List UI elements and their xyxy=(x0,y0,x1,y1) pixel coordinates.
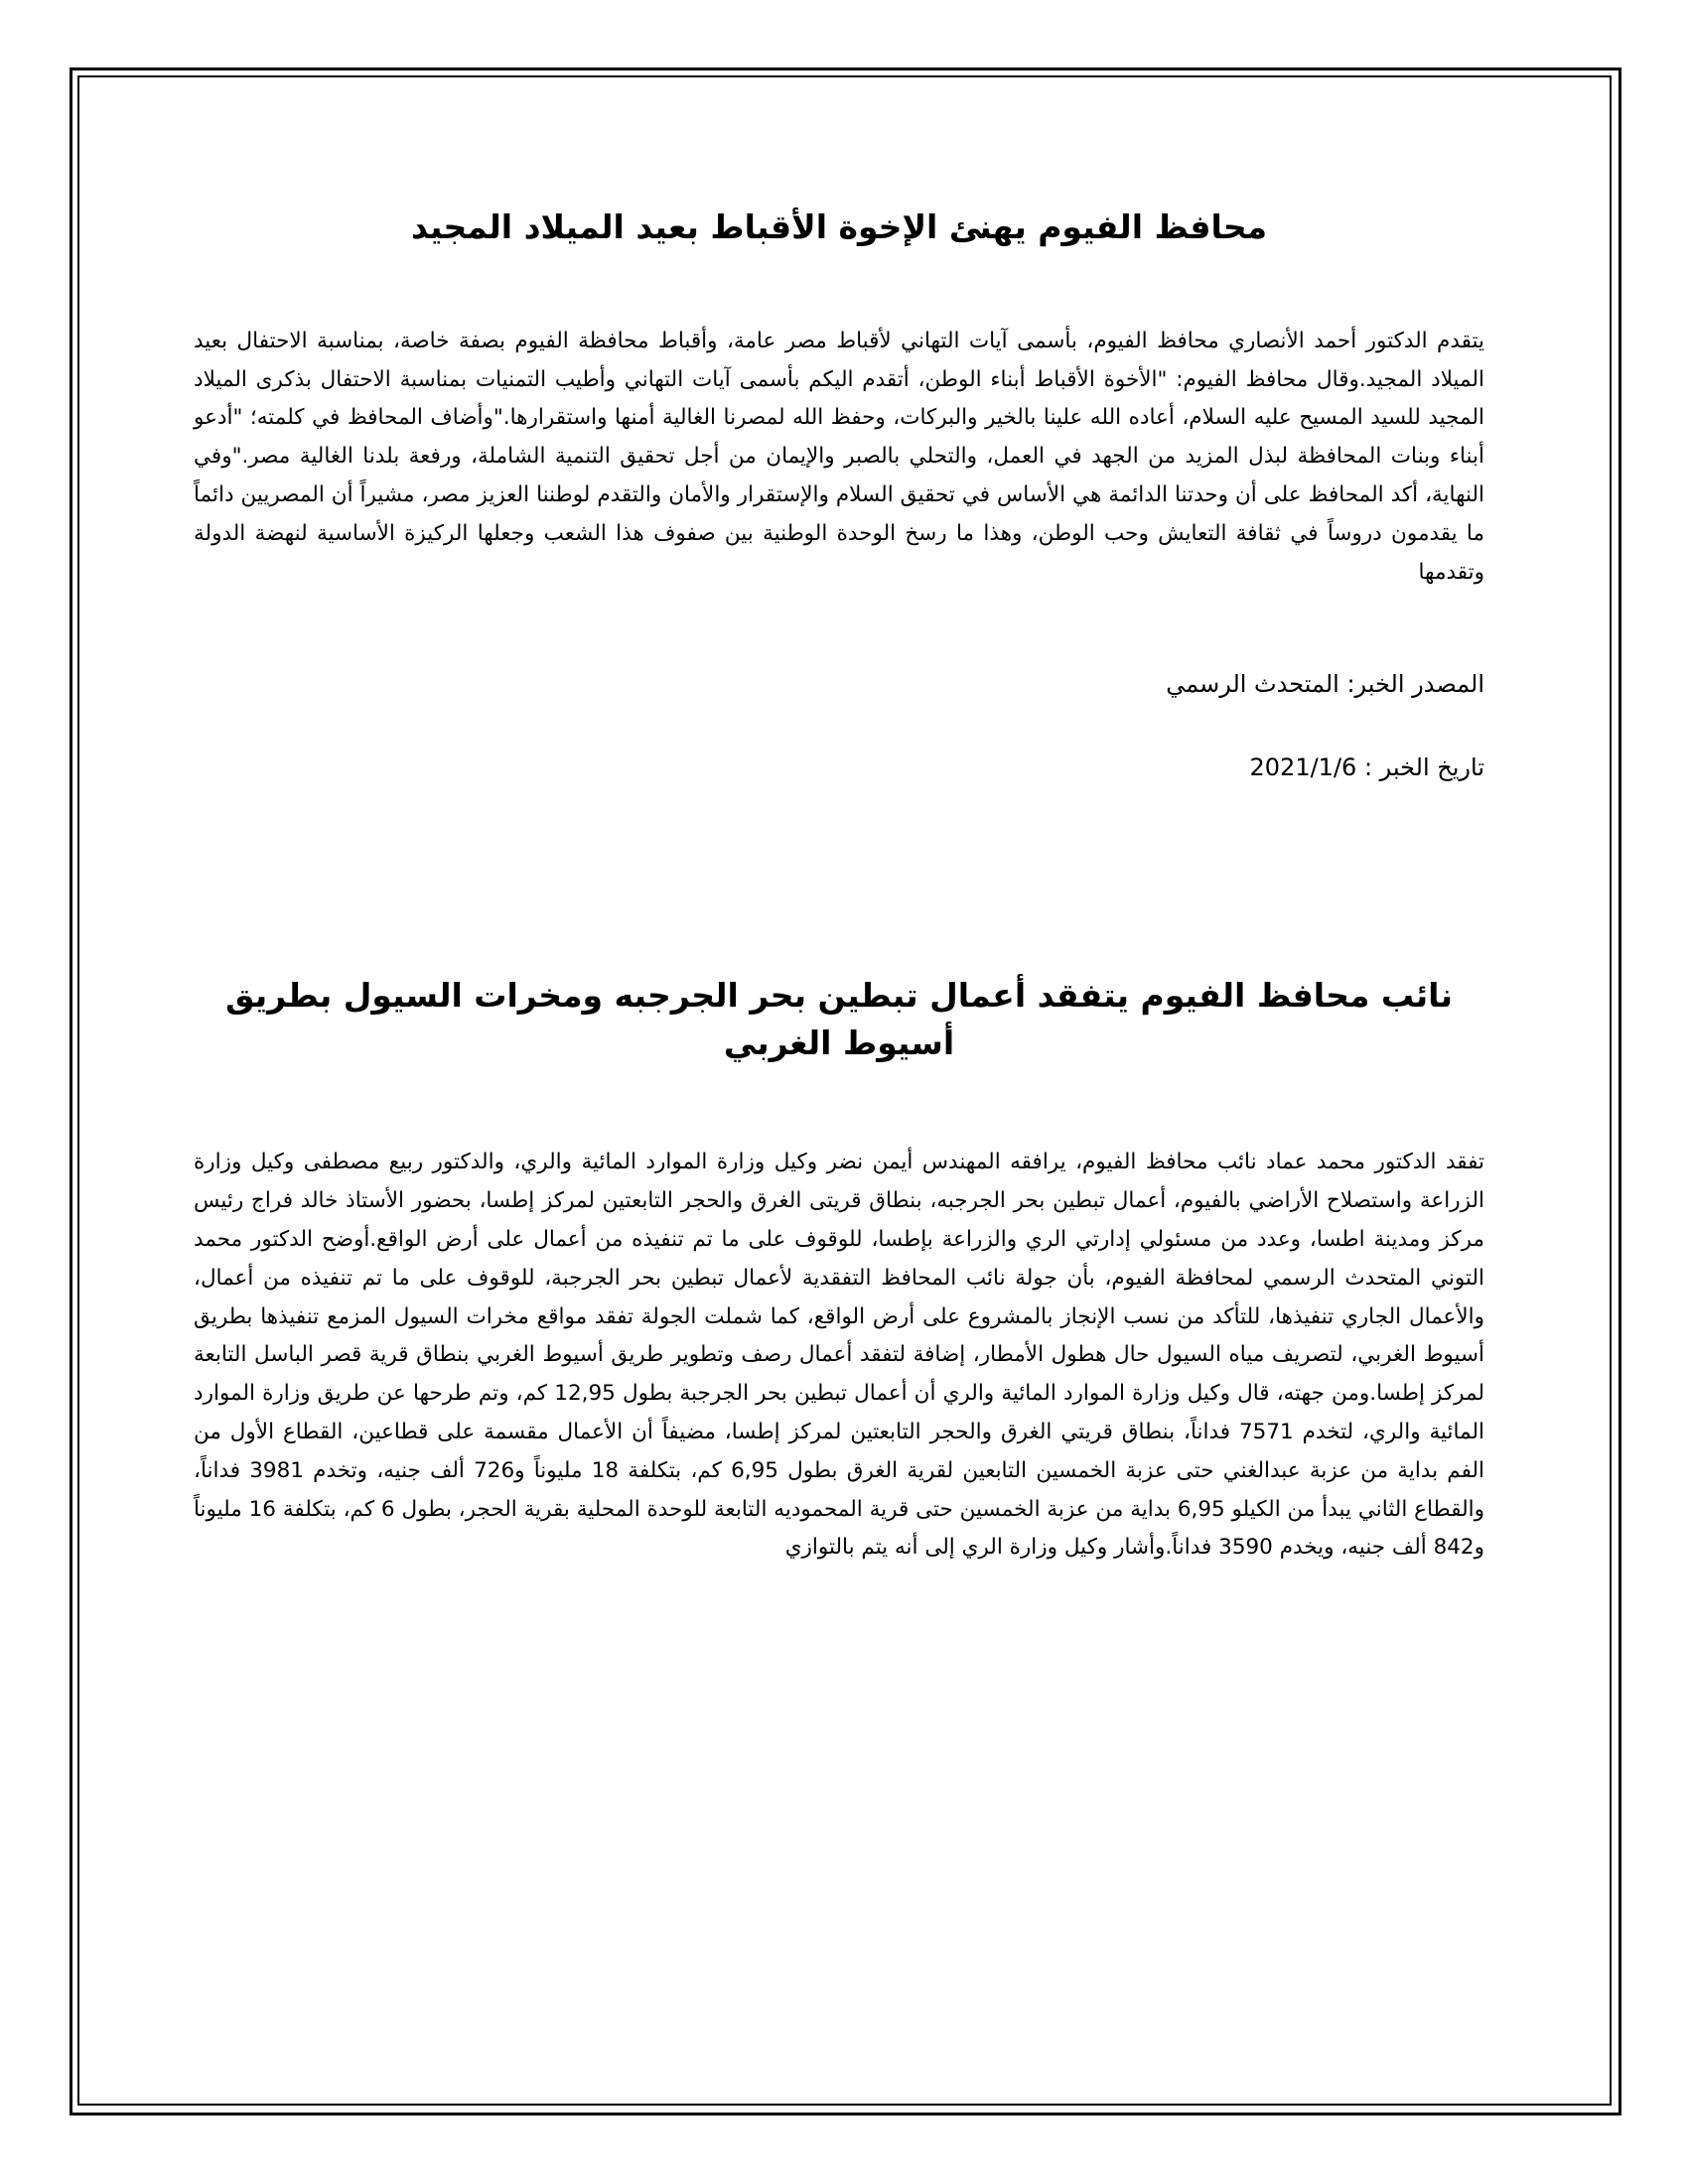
article1-body: يتقدم الدكتور أحمد الأنصاري محافظ الفيوم، بأسمى آيات التهاني لأقباط مصر عامة، وأقباط محافظة الفيوم بصفة خاصة، بمناسبة الاحتفال بعيد الميلاد المجيد.وقال محافظ الفيوم: "الأخوة الأقباط أبناء الوطن، أتقدم اليكم بأسمى آيات التهاني وأطيب التمنيات بمناسبة الاحتفال بذكرى الميلاد المجيد للسيد المسيح عليه السلام، أعاده الله علينا بالخير والبركات، وحفظ الله لمصرنا الغالية أمنها واستقرارها."وأضاف المحافظ في كلمته؛ "أدعو أبناء وبنات المحافظة لبذل المزيد من الجهد في العمل، والتحلي بالصبر والإيمان من أجل تحقيق التنمية الشاملة، ورفعة بلدنا الغالية مصر."وفي النهاية، أكد المحافظ على أن وحدتنا الدائمة هي الأساس في تحقيق السلام والإستقرار والأمان والتقدم لوطننا العزيز مصر، مشيراً أن المصريين دائماً ما يقدمون دروساً في ثقافة التعايش وحب الوطن، وهذا ما رسخ الوحدة الوطنية بين صفوف هذا الشعب وجعلها الركيزة الأساسية لنهضة الدولة وتقدمها xyxy=(194,328,1484,585)
article1-title: محافظ الفيوم يهنئ الإخوة الأقباط بعيد الميلاد المجيد xyxy=(410,207,1268,246)
article1-source: المصدر الخبر: المتحدث الرسمي xyxy=(1166,670,1484,699)
article2-title: نائب محافظ الفيوم يتفقد أعمال تبطين بحر الجرجبه ومخرات السيول بطريق أسيوط الغربي xyxy=(225,975,1453,1062)
article1-date: تاريخ الخبر : 2021/1/6 xyxy=(1249,752,1484,781)
article2-body: تفقد الدكتور محمد عماد نائب محافظ الفيوم، يرافقه المهندس أيمن نضر وكيل وزارة الموارد المائية والري، والدكتور ربيع مصطفى وكيل وزارة الزراعة واستصلاح الأراضي بالفيوم، أعمال تبطين بحر الجرجبه، بنطاق قريتى الغرق والحجر التابعتين لمركز إطسا، بحضور الأستاذ خالد فراج رئيس مركز ومدينة اطسا، وعدد من مسئولي إدارتي الري والزراعة بإطسا، للوقوف على ما تم تنفيذه من أعمال على أرض الواقع.أوضح الدكتور محمد التوني المتحدث الرسمي لمحافظة الفيوم، بأن جولة نائب المحافظ التفقدية لأعمال تبطين بحر الجرجبة، للوقوف على ما تم تنفيذه من أعمال، والأعمال الجاري تنفيذها، للتأكد من نسب الإنجاز بالمشروع على أرض الواقع، كما شملت الجولة تفقد مواقع مخرات السيول المزمع تنفيذها بطريق أسيوط الغربي، لتصريف مياه السيول حال هطول الأمطار، إضافة لتفقد أعمال رصف وتطوير طريق أسيوط الغربي بنطاق قرية قصر الباسل التابعة لمركز إطسا.ومن جهته، قال وكيل وزارة الموارد المائية والري أن أعمال تبطين بحر الجرجبة بطول 12,95 كم، وتم طرحها عن طريق وزارة الموارد المائية والري، لتخدم 7571 فداناً، بنطاق قريتي الغرق والحجر التابعتين لمركز إطسا، مضيفاً أن الأعمال مقسمة على قطاعين، القطاع الأول من الفم بداية من عزبة عبدالغني حتى عزبة الخمسين التابعين لقرية الغرق بطول 6,95 كم، بتكلفة 18 مليوناً و726 ألف جنيه، وتخدم 3981 فداناً، والقطاع الثاني يبدأ من الكيلو 6,95 بداية من عزبة الخمسين حتى قرية المحموديه التابعة للوحدة المحلية بقرية الحجر، بطول 6 كم، بتكلفة 16 مليوناً و842 ألف جنيه، ويخدم 3590 فداناً.وأشار وكيل وزارة الري إلى أنه يتم بالتوازي xyxy=(194,1150,1484,1561)
document-content xyxy=(194,189,1484,1568)
